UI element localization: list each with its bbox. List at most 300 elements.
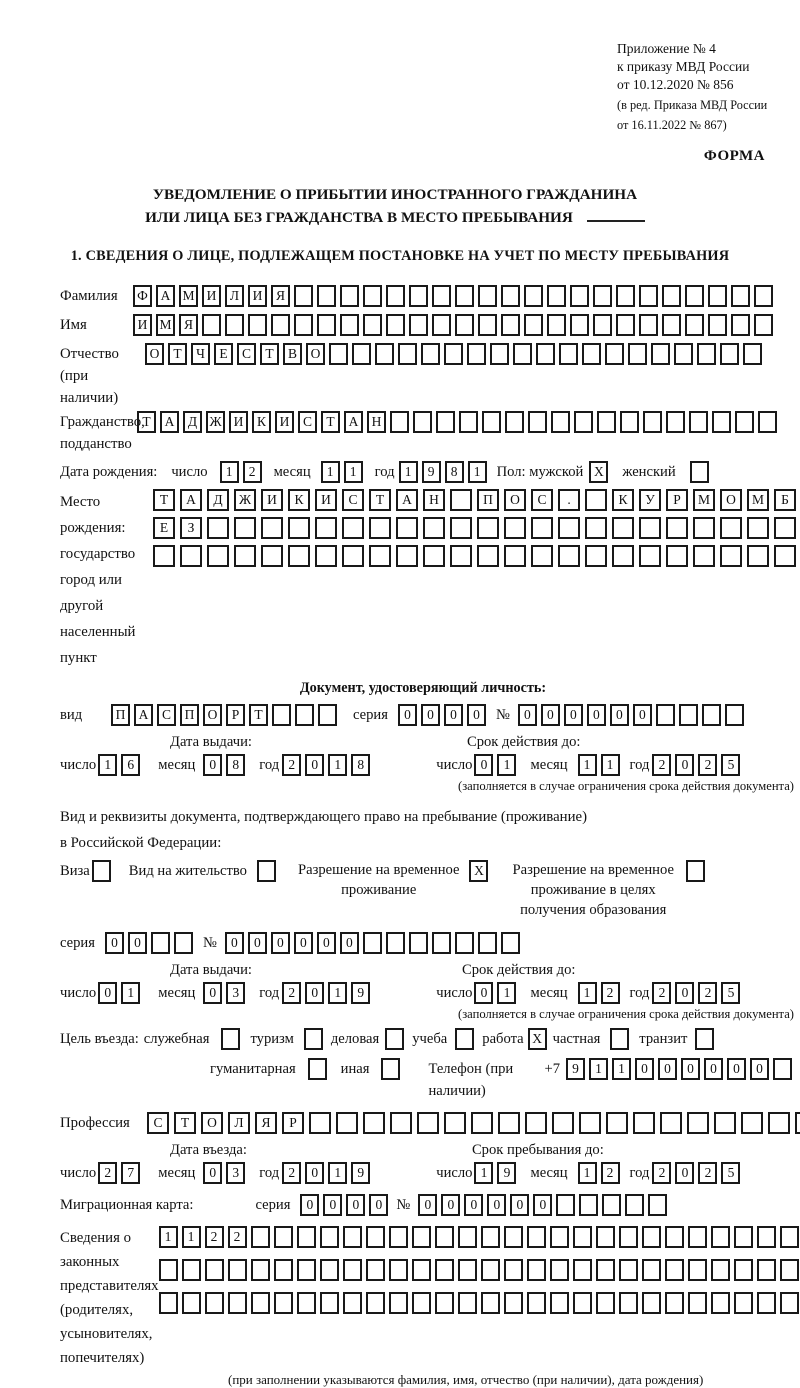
form-cell: О xyxy=(201,1112,223,1134)
form-cell: 2 xyxy=(282,1162,301,1184)
form-cell xyxy=(579,1194,598,1216)
form-cell xyxy=(363,285,382,307)
form-cell xyxy=(498,1112,520,1134)
form-cell: 1 xyxy=(399,461,418,483)
residence-doc-intro xyxy=(60,804,796,856)
form-cell: 2 xyxy=(698,982,717,1004)
form-cell xyxy=(619,1292,638,1314)
phone-label: Телефон (при наличии) xyxy=(428,1061,514,1099)
month-label: месяц xyxy=(158,1165,196,1181)
form-cell xyxy=(478,285,497,307)
form-cell xyxy=(612,545,634,567)
permit-issue-day-cells xyxy=(98,982,144,1004)
phone-prefix: +7 xyxy=(544,1061,560,1077)
edu-permit-label: Разрешение на временное проживание в целях получения образования xyxy=(512,862,674,918)
patronymic-label: Отчество (при наличии) xyxy=(60,346,119,406)
purpose-label: иная xyxy=(340,1061,370,1077)
permit-series-cells xyxy=(105,932,197,954)
form-cell xyxy=(666,545,688,567)
form-cell xyxy=(689,411,708,433)
form-cell: И xyxy=(248,285,267,307)
form-cell xyxy=(386,285,405,307)
form-cell: О xyxy=(306,343,325,365)
form-cell: Т xyxy=(321,411,340,433)
doc-dates-head xyxy=(60,734,796,751)
form-cell: Р xyxy=(282,1112,304,1134)
profession-cells xyxy=(147,1112,800,1134)
month-label: месяц xyxy=(158,757,196,773)
form-cell: 1 xyxy=(328,1162,347,1184)
form-cell xyxy=(386,314,405,336)
form-cell: 0 xyxy=(271,932,290,954)
form-cell: Д xyxy=(183,411,202,433)
form-cell: Т xyxy=(260,343,279,365)
form-cell xyxy=(182,1292,201,1314)
form-cell xyxy=(234,545,256,567)
form-cell xyxy=(747,517,769,539)
form-cell: 3 xyxy=(226,982,245,1004)
form-cell xyxy=(642,1292,661,1314)
form-cell: 1 xyxy=(321,461,340,483)
form-cell xyxy=(435,1259,454,1281)
form-cell xyxy=(774,517,796,539)
form-cell xyxy=(385,1028,404,1050)
form-cell xyxy=(153,545,175,567)
form-cell xyxy=(693,517,715,539)
year-label: год xyxy=(259,757,280,773)
form-cell: И xyxy=(229,411,248,433)
form-cell: 2 xyxy=(205,1226,224,1248)
form-cell xyxy=(342,545,364,567)
form-cell xyxy=(735,411,754,433)
form-cell xyxy=(458,1259,477,1281)
representatives-block xyxy=(60,1226,796,1370)
form-cell xyxy=(639,545,661,567)
form-cell: 0 xyxy=(418,1194,437,1216)
form-cell xyxy=(409,285,428,307)
form-cell xyxy=(501,932,520,954)
form-cell xyxy=(458,1226,477,1248)
form-cell: С xyxy=(157,704,176,726)
birth-place-cells-row1 xyxy=(153,489,800,511)
entry-date-label: Дата въезда: xyxy=(170,1142,247,1158)
form-cell: Б xyxy=(774,489,796,511)
entry-day-cells xyxy=(98,1162,144,1184)
form-cell xyxy=(482,411,501,433)
permit-number-label: № xyxy=(202,935,217,951)
form-cell: 0 xyxy=(675,982,694,1004)
form-cell: С xyxy=(298,411,317,433)
form-cell: 0 xyxy=(564,704,583,726)
form-cell xyxy=(693,545,715,567)
form-cell xyxy=(317,285,336,307)
form-cell: 1 xyxy=(589,1058,608,1080)
doc-valid-day-cells xyxy=(474,754,520,776)
permit-dates-head xyxy=(60,962,796,979)
form-cell xyxy=(92,860,111,882)
surname-row xyxy=(60,285,796,307)
form-cell: П xyxy=(477,489,499,511)
form-cell xyxy=(547,285,566,307)
form-cell xyxy=(386,932,405,954)
surname-label: Фамилия xyxy=(60,288,118,304)
form-cell xyxy=(261,545,283,567)
form-cell: 2 xyxy=(282,982,301,1004)
form-cell: А xyxy=(156,285,175,307)
form-cell xyxy=(504,545,526,567)
form-cell xyxy=(342,517,364,539)
form-cell xyxy=(343,1292,362,1314)
form-cell xyxy=(695,1028,714,1050)
form-cell xyxy=(315,545,337,567)
entry-dates-row xyxy=(60,1162,796,1184)
form-cell xyxy=(708,314,727,336)
entry-month-cells xyxy=(203,1162,249,1184)
birth-date-row xyxy=(60,461,796,483)
day-label: число xyxy=(60,985,97,1001)
form-cell xyxy=(616,314,635,336)
purpose-tranzit-checkbox xyxy=(695,1028,714,1050)
form-cell xyxy=(320,1226,339,1248)
form-cell xyxy=(525,1112,547,1134)
stay-day-cells xyxy=(474,1162,520,1184)
form-cell: А xyxy=(396,489,418,511)
form-cell: Р xyxy=(666,489,688,511)
form-cell xyxy=(662,285,681,307)
representatives-cells-row2 xyxy=(159,1259,800,1281)
form-cell xyxy=(731,314,750,336)
purpose-label: туризм xyxy=(250,1031,294,1047)
form-cell: Ж xyxy=(234,489,256,511)
purpose-intro-label: Цель въезда: xyxy=(60,1031,139,1047)
form-cell xyxy=(459,411,478,433)
form-cell xyxy=(225,314,244,336)
form-cell xyxy=(343,1226,362,1248)
day-label: число xyxy=(436,1165,473,1181)
form-cell xyxy=(570,285,589,307)
representatives-cells-row3 xyxy=(159,1292,800,1314)
form-cell: К xyxy=(612,489,634,511)
form-cell xyxy=(432,314,451,336)
doc-issue-day-cells xyxy=(98,754,144,776)
form-cell xyxy=(757,1226,776,1248)
form-cell: 0 xyxy=(346,1194,365,1216)
profession-label: Профессия xyxy=(60,1115,130,1131)
form-cell xyxy=(251,1226,270,1248)
form-cell xyxy=(151,932,170,954)
form-cell xyxy=(697,343,716,365)
form-cell: 2 xyxy=(698,1162,717,1184)
form-cell xyxy=(754,285,773,307)
form-cell xyxy=(221,1028,240,1050)
form-cell: Т xyxy=(168,343,187,365)
day-label: число xyxy=(436,985,473,1001)
form-cell xyxy=(343,1259,362,1281)
form-cell xyxy=(504,517,526,539)
form-cell xyxy=(297,1259,316,1281)
visa-label: Виза xyxy=(60,863,90,879)
form-cell xyxy=(688,1226,707,1248)
form-cell xyxy=(320,1259,339,1281)
form-cell xyxy=(274,1259,293,1281)
form-cell: 1 xyxy=(328,754,347,776)
month-label: месяц xyxy=(273,464,311,480)
form-cell xyxy=(389,1259,408,1281)
form-cell xyxy=(754,314,773,336)
form-cell xyxy=(390,411,409,433)
purpose-row-2 xyxy=(60,1058,796,1102)
form-cell: 1 xyxy=(497,754,516,776)
form-cell xyxy=(477,517,499,539)
form-cell xyxy=(455,285,474,307)
form-cell xyxy=(527,1292,546,1314)
form-cell: 0 xyxy=(610,704,629,726)
form-cell: М xyxy=(179,285,198,307)
temp-permit-label: Разрешение на временное проживание xyxy=(297,862,460,898)
month-label: месяц xyxy=(158,985,196,1001)
form-cell: С xyxy=(342,489,364,511)
form-cell: В xyxy=(283,343,302,365)
form-cell: Е xyxy=(214,343,233,365)
form-cell xyxy=(366,1259,385,1281)
permit-valid-year-cells xyxy=(652,982,744,1004)
permit-dates-row xyxy=(60,982,796,1004)
form-cell xyxy=(612,517,634,539)
form-cell: О xyxy=(720,489,742,511)
form-cell xyxy=(413,411,432,433)
form-cell xyxy=(720,517,742,539)
patronymic-row xyxy=(60,343,796,409)
appendix-line: к приказу МВД России xyxy=(617,59,750,74)
appendix-block xyxy=(617,40,767,134)
stay-year-cells xyxy=(652,1162,744,1184)
form-cell xyxy=(619,1259,638,1281)
form-cell: 0 xyxy=(305,982,324,1004)
form-cell xyxy=(648,1194,667,1216)
form-cell xyxy=(628,343,647,365)
purpose-label: служебная xyxy=(143,1031,210,1047)
permit-number-cells xyxy=(225,932,524,954)
birth-place-grids xyxy=(153,489,800,567)
form-cell xyxy=(261,517,283,539)
form-cell xyxy=(369,545,391,567)
form-cell xyxy=(455,932,474,954)
form-cell xyxy=(318,704,337,726)
form-cell xyxy=(597,411,616,433)
doc-valid-year-cells xyxy=(652,754,744,776)
stay-month-cells xyxy=(578,1162,624,1184)
month-label: месяц xyxy=(530,1165,568,1181)
representatives-note: (при заполнении указываются фамилия, имя, отчество (при наличии), дата рождения) xyxy=(228,1372,704,1387)
form-cell xyxy=(481,1259,500,1281)
phone-cells xyxy=(566,1058,796,1080)
temp-permit-checkbox xyxy=(469,860,488,882)
form-cell xyxy=(251,1292,270,1314)
form-cell xyxy=(174,932,193,954)
form-cell xyxy=(304,1028,323,1050)
form-cell: 1 xyxy=(344,461,363,483)
form-cell: 8 xyxy=(445,461,464,483)
form-cell xyxy=(642,1226,661,1248)
form-cell xyxy=(536,343,555,365)
birth-day-cells xyxy=(220,461,266,483)
permit-valid-month-cells xyxy=(578,982,624,1004)
form-cell: 8 xyxy=(351,754,370,776)
form-cell xyxy=(396,517,418,539)
form-cell xyxy=(531,517,553,539)
form-cell xyxy=(390,1112,412,1134)
form-cell xyxy=(643,411,662,433)
form-cell: 0 xyxy=(441,1194,460,1216)
form-cell: 7 xyxy=(121,1162,140,1184)
form-cell xyxy=(504,1259,523,1281)
form-cell: 0 xyxy=(467,704,486,726)
form-cell xyxy=(490,343,509,365)
purpose-label: частная xyxy=(552,1031,601,1047)
form-cell: Р xyxy=(226,704,245,726)
purpose-label: учеба xyxy=(412,1031,448,1047)
form-cell: 0 xyxy=(464,1194,483,1216)
year-label: год xyxy=(629,1165,650,1181)
purpose-label: работа xyxy=(482,1031,524,1047)
form-cell xyxy=(731,285,750,307)
form-cell xyxy=(309,1112,331,1134)
form-cell: 0 xyxy=(340,932,359,954)
form-cell: 0 xyxy=(421,704,440,726)
form-cell xyxy=(317,314,336,336)
form-cell: 2 xyxy=(652,982,671,1004)
surname-cells xyxy=(133,285,777,307)
year-label: год xyxy=(629,757,650,773)
form-cell xyxy=(674,343,693,365)
birth-place-cells-row3 xyxy=(153,545,800,567)
form-cell: 9 xyxy=(351,982,370,1004)
form-cell: . xyxy=(558,489,580,511)
form-cell xyxy=(363,932,382,954)
form-cell: Ч xyxy=(191,343,210,365)
form-cell xyxy=(272,704,291,726)
entry-dates-head xyxy=(60,1142,796,1159)
form-cell xyxy=(294,314,313,336)
permit-valid-day-cells xyxy=(474,982,520,1004)
migration-card-row xyxy=(60,1194,796,1216)
form-cell xyxy=(734,1226,753,1248)
form-cell: А xyxy=(134,704,153,726)
form-cell: Е xyxy=(153,517,175,539)
form-cell xyxy=(550,1226,569,1248)
form-cell: 0 xyxy=(541,704,560,726)
permit-issue-year-cells xyxy=(282,982,374,1004)
sex-female-label: женский xyxy=(622,464,676,480)
form-cell xyxy=(504,1226,523,1248)
form-cell xyxy=(556,1194,575,1216)
edu-permit-checkbox xyxy=(686,860,705,882)
form-cell xyxy=(780,1259,799,1281)
form-cell: И xyxy=(133,314,152,336)
form-cell: 1 xyxy=(468,461,487,483)
appendix-line: от 10.12.2020 № 856 xyxy=(617,77,734,92)
form-cell: 0 xyxy=(128,932,147,954)
form-cell xyxy=(340,285,359,307)
form-cell xyxy=(666,411,685,433)
form-cell: 0 xyxy=(750,1058,769,1080)
form-cell xyxy=(660,1112,682,1134)
form-cell xyxy=(757,1292,776,1314)
doc-number-label: № xyxy=(495,707,510,723)
form-cell xyxy=(524,314,543,336)
form-cell xyxy=(688,1292,707,1314)
form-cell xyxy=(685,285,704,307)
form-cell: Я xyxy=(255,1112,277,1134)
day-label: число xyxy=(60,1165,97,1181)
form-cell xyxy=(687,1112,709,1134)
form-cell: 0 xyxy=(635,1058,654,1080)
form-cell xyxy=(639,517,661,539)
form-cell: С xyxy=(147,1112,169,1134)
form-cell xyxy=(308,1058,327,1080)
form-cell xyxy=(159,1292,178,1314)
form-cell: А xyxy=(344,411,363,433)
form-cell xyxy=(606,1112,628,1134)
form-cell: Я xyxy=(271,285,290,307)
form-cell: 0 xyxy=(323,1194,342,1216)
form-cell xyxy=(685,314,704,336)
form-cell xyxy=(389,1292,408,1314)
form-cell xyxy=(773,1058,792,1080)
form-cell: 2 xyxy=(282,754,301,776)
form-cell xyxy=(725,704,744,726)
form-cell xyxy=(207,545,229,567)
form-cell xyxy=(450,545,472,567)
visa-checkbox xyxy=(92,860,111,882)
stay-until-label: Срок пребывания до: xyxy=(471,1142,604,1158)
form-cell xyxy=(389,1226,408,1248)
birth-place-cells-row2 xyxy=(153,517,800,539)
day-label: число xyxy=(60,757,97,773)
form-cell: 9 xyxy=(351,1162,370,1184)
form-cell xyxy=(412,1226,431,1248)
form-cell xyxy=(481,1226,500,1248)
form-cell xyxy=(596,1226,615,1248)
sex-male-checkbox xyxy=(589,461,608,483)
form-cell xyxy=(639,314,658,336)
form-cell: Н xyxy=(423,489,445,511)
form-cell xyxy=(504,1292,523,1314)
form-cell: 0 xyxy=(203,1162,222,1184)
day-label: число xyxy=(171,464,208,480)
form-cell: А xyxy=(160,411,179,433)
form-cell xyxy=(381,1058,400,1080)
form-cell xyxy=(450,517,472,539)
migration-series-label: серия xyxy=(255,1197,291,1213)
form-cell: 1 xyxy=(578,982,597,1004)
form-cell: 1 xyxy=(220,461,239,483)
form-cell xyxy=(234,517,256,539)
form-cell: 9 xyxy=(566,1058,585,1080)
form-cell xyxy=(547,314,566,336)
form-cell: 9 xyxy=(422,461,441,483)
form-cell: 2 xyxy=(601,1162,620,1184)
form-cell xyxy=(436,411,455,433)
form-cell xyxy=(412,1259,431,1281)
form-cell xyxy=(182,1259,201,1281)
form-cell xyxy=(559,343,578,365)
permit-validity-note: (заполняется в случае ограничения срока действия документа) xyxy=(458,1007,794,1021)
identity-doc-heading: Документ, удостоверяющий личность: xyxy=(299,680,547,696)
form-cell xyxy=(743,343,762,365)
form-cell: 2 xyxy=(228,1226,247,1248)
form-cell: 5 xyxy=(721,982,740,1004)
